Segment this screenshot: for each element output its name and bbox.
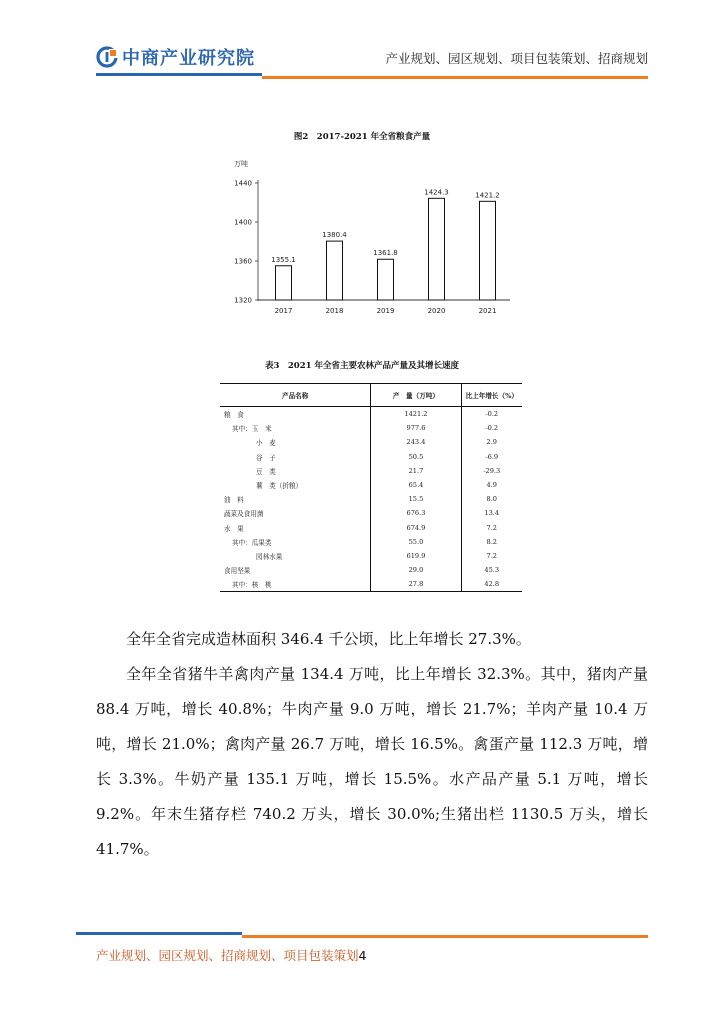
table-title: 表3 2021 年全省主要农林产品产量及其增长速度 [264,361,460,371]
product-growth: 45.3 [461,563,522,577]
y-tick-label: 1320 [234,296,252,305]
product-growth: -6.9 [461,450,522,464]
header-growth: 比上年增长（%） [461,384,522,407]
product-name: 水 果 [224,524,244,533]
product-name: 小 麦 [256,439,276,448]
product-output: 243.4 [371,435,461,449]
product-output: 50.5 [371,450,461,464]
x-tick-label: 2018 [325,307,344,315]
table-row [220,549,522,563]
product-name: 谷 子 [256,453,276,462]
footer-rule-orange [242,935,648,938]
product-name: 粮 食 [224,411,244,420]
product-output: 1421.2 [371,407,461,422]
product-output: 619.9 [371,549,461,563]
bar-value-label: 1421.2 [475,191,500,200]
table-row [220,478,522,492]
y-axis-unit-label: 万吨 [234,160,248,168]
bar-value-label: 1361.8 [373,249,398,258]
bar [276,266,292,300]
product-output: 674.9 [371,521,461,535]
header-tagline: 产业规划、园区规划、项目包装策划、招商规划 [385,51,648,66]
product-growth: 42.8 [461,577,522,592]
logo-text: 中商产业研究院 [122,48,255,69]
table-row [220,464,522,478]
product-growth: -29.3 [461,464,522,478]
product-name: 薯 类（折粮） [256,482,303,491]
bar-value-label: 1380.4 [322,231,347,240]
bar-value-label: 1424.3 [424,188,449,197]
header-rule-orange [262,76,648,79]
page-number: 4 [358,948,367,963]
product-output: 676.3 [371,506,461,520]
product-output: 27.8 [371,577,461,592]
product-output: 65.4 [371,478,461,492]
product-growth: 7.2 [461,521,522,535]
product-name: 油 料 [224,496,244,505]
header-output: 产 量（万吨） [371,384,461,407]
y-tick-label: 1360 [234,257,252,266]
header-rule-blue [96,73,262,76]
table-row [220,492,522,506]
y-tick-label: 1400 [234,218,252,227]
bar [327,241,343,300]
table-row [220,435,522,449]
x-tick-label: 2019 [376,307,395,315]
table-row [220,577,522,592]
grain-output-bar-chart [220,158,520,318]
product-name: 豆 类 [256,467,276,476]
product-growth: -0.2 [461,421,522,435]
x-tick-label: 2021 [478,307,497,315]
bar [378,259,394,300]
footer [96,946,366,964]
product-growth: 2.9 [461,435,522,449]
product-growth: 4.9 [461,478,522,492]
table-row [220,506,522,520]
table-row [220,521,522,535]
product-output: 55.0 [371,535,461,549]
table-row [220,563,522,577]
logo [96,44,255,70]
paragraph-livestock: 全年全省猪牛羊禽肉产量 134.4 万吨，比上年增长 32.3%。其中，猪肉产量 88.4 万吨，增长 40.8%；牛肉产量 9.0 万吨，增长 21.7%；羊肉产量 10.4 万吨，增长 21.0%；禽肉产量 26.7 万吨，增长 16.5%。禽蛋产量 112.3 万吨，增长 3.3%。牛奶产量 135.1 万吨，增长 15.5%。水产品产量 5.1 万吨，增长 9.2%。年末生猪存栏 740.2 万头，增长 30.0%;生猪出栏 1130.5 万头，增长 41.7%。 [96,665,648,858]
logo-icon [96,46,118,68]
product-output: 15.5 [371,492,461,506]
farm-products-table [220,383,522,592]
footer-tagline: 产业规划、园区规划、招商规划、项目包装策划 [96,948,359,963]
x-tick-label: 2017 [274,307,293,315]
y-tick-label: 1440 [234,179,252,188]
paragraph-afforestation: 全年全省完成造林面积 346.4 千公顷，比上年增长 27.3%。 [126,630,531,648]
body-text [96,622,648,867]
footer-rule-blue [76,932,242,935]
bar [480,201,496,300]
product-output: 977.6 [371,421,461,435]
product-name: 蔬菜及食用菌 [224,510,264,519]
product-output: 29.0 [371,563,461,577]
bar [429,198,445,300]
product-growth: 7.2 [461,549,522,563]
table-row [220,450,522,464]
product-name: 其中：核 桃 [220,577,371,592]
product-name: 其中：瓜果类 [232,538,272,547]
product-name: 食用坚果 [224,567,251,576]
product-growth: 8.2 [461,535,522,549]
x-tick-label: 2020 [427,307,446,315]
header-product-name: 产品名称 [220,384,371,407]
product-name: 园林水果 [256,552,283,561]
chart-title: 图2 2017-2021 年全省粮食产量 [293,132,431,142]
product-output: 21.7 [371,464,461,478]
product-growth: 13.4 [461,506,522,520]
bar-value-label: 1355.1 [271,255,296,264]
product-growth: -0.2 [461,407,522,422]
table-row [220,407,522,422]
table-header-row [220,384,522,407]
product-name: 其中：玉 米 [232,425,272,434]
product-growth: 8.0 [461,492,522,506]
table-row [220,421,522,435]
table-row [220,535,522,549]
